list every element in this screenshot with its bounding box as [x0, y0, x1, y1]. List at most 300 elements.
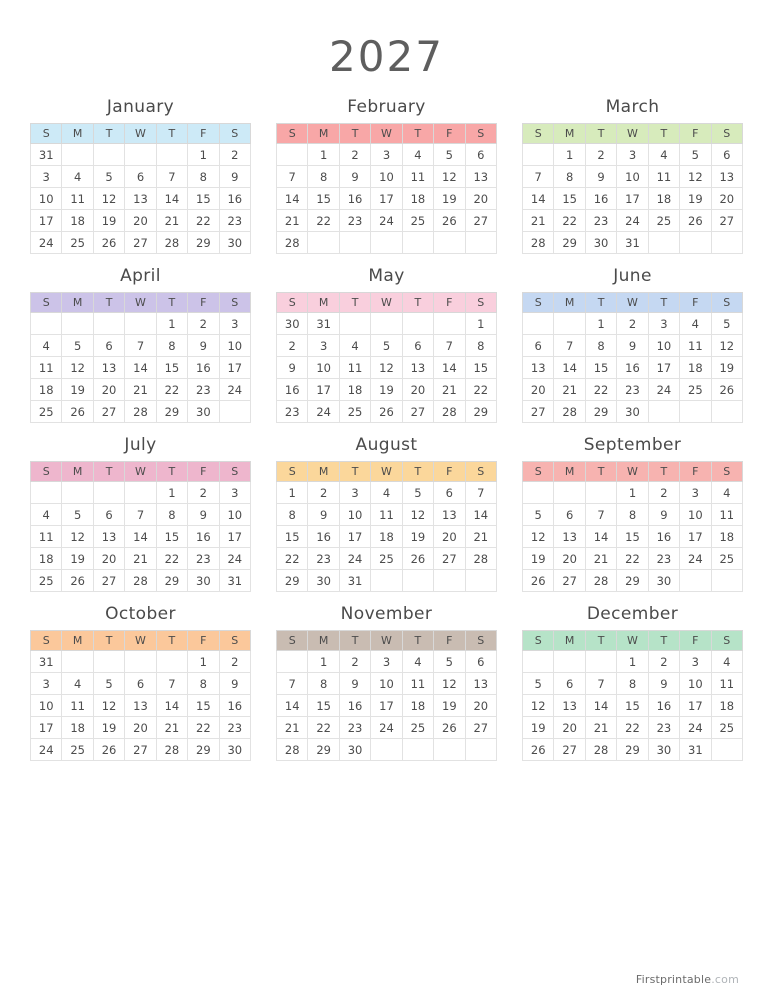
- weekday-header-cell: T: [339, 124, 370, 144]
- day-cell: 12: [523, 695, 554, 717]
- day-cell: 10: [219, 504, 250, 526]
- day-cell: 30: [648, 739, 679, 761]
- day-cell: 14: [554, 357, 585, 379]
- day-cell: 15: [156, 357, 187, 379]
- weekday-header-cell: T: [93, 462, 124, 482]
- day-cell: 10: [339, 504, 370, 526]
- day-cell: 3: [219, 313, 250, 335]
- day-cell: 9: [585, 166, 616, 188]
- day-cell: 14: [465, 504, 496, 526]
- day-cell: 8: [617, 673, 648, 695]
- day-cell: 24: [680, 548, 711, 570]
- day-cell: 14: [156, 188, 187, 210]
- week-row: [523, 570, 743, 592]
- day-cell: 24: [371, 210, 402, 232]
- weekday-header-cell: M: [308, 462, 339, 482]
- weekday-header-cell: W: [371, 293, 402, 313]
- day-cell: 27: [465, 717, 496, 739]
- day-cell: 26: [523, 739, 554, 761]
- weekday-header-cell: T: [339, 631, 370, 651]
- day-cell: 22: [617, 548, 648, 570]
- day-cell: 26: [371, 401, 402, 423]
- day-cell: 6: [434, 482, 465, 504]
- day-cell: 1: [554, 144, 585, 166]
- weekday-header-cell: T: [585, 462, 616, 482]
- day-cell: 15: [308, 695, 339, 717]
- empty-day-cell: [62, 651, 93, 673]
- day-cell: 7: [554, 335, 585, 357]
- day-cell: 15: [465, 357, 496, 379]
- day-cell: 26: [711, 379, 742, 401]
- weekday-header-cell: F: [434, 631, 465, 651]
- empty-day-cell: [465, 570, 496, 592]
- weekday-header-cell: M: [554, 124, 585, 144]
- weekday-header-row: [31, 462, 251, 482]
- empty-day-cell: [585, 651, 616, 673]
- weekday-header-row: [277, 293, 497, 313]
- day-cell: 13: [465, 166, 496, 188]
- months-grid: [30, 97, 743, 761]
- day-cell: 22: [156, 379, 187, 401]
- weekday-header-cell: S: [465, 124, 496, 144]
- day-cell: 4: [680, 313, 711, 335]
- week-row: [277, 313, 497, 335]
- day-cell: 17: [648, 357, 679, 379]
- day-cell: 27: [93, 570, 124, 592]
- day-cell: 25: [711, 717, 742, 739]
- day-cell: 30: [308, 570, 339, 592]
- day-cell: 22: [617, 717, 648, 739]
- week-row: [523, 379, 743, 401]
- weekday-header-cell: S: [31, 631, 62, 651]
- month-table: [276, 461, 497, 592]
- week-row: [31, 570, 251, 592]
- week-row: [523, 651, 743, 673]
- day-cell: 31: [339, 570, 370, 592]
- day-cell: 6: [711, 144, 742, 166]
- day-cell: 1: [156, 482, 187, 504]
- day-cell: 8: [554, 166, 585, 188]
- day-cell: 8: [308, 673, 339, 695]
- day-cell: 10: [31, 188, 62, 210]
- day-cell: 30: [617, 401, 648, 423]
- day-cell: 1: [465, 313, 496, 335]
- empty-day-cell: [371, 232, 402, 254]
- weekday-header-cell: S: [219, 124, 250, 144]
- day-cell: 18: [62, 717, 93, 739]
- day-cell: 17: [339, 526, 370, 548]
- empty-day-cell: [125, 313, 156, 335]
- day-cell: 13: [554, 695, 585, 717]
- empty-day-cell: [680, 232, 711, 254]
- day-cell: 6: [465, 144, 496, 166]
- day-cell: 5: [62, 335, 93, 357]
- empty-day-cell: [371, 313, 402, 335]
- week-row: [277, 548, 497, 570]
- week-row: [523, 673, 743, 695]
- month-name: November: [340, 604, 433, 624]
- day-cell: 12: [93, 188, 124, 210]
- day-cell: 28: [523, 232, 554, 254]
- weekday-header-cell: T: [339, 462, 370, 482]
- day-cell: 17: [308, 379, 339, 401]
- day-cell: 27: [554, 570, 585, 592]
- week-row: [523, 504, 743, 526]
- day-cell: 23: [277, 401, 308, 423]
- day-cell: 13: [93, 357, 124, 379]
- day-cell: 13: [125, 695, 156, 717]
- day-cell: 25: [680, 379, 711, 401]
- weekday-header-row: [523, 293, 743, 313]
- day-cell: 28: [465, 548, 496, 570]
- day-cell: 5: [680, 144, 711, 166]
- day-cell: 14: [277, 188, 308, 210]
- day-cell: 9: [277, 357, 308, 379]
- day-cell: 8: [188, 166, 219, 188]
- month-block: [30, 266, 251, 423]
- day-cell: 31: [219, 570, 250, 592]
- day-cell: 19: [62, 379, 93, 401]
- day-cell: 23: [219, 210, 250, 232]
- weekday-header-cell: W: [125, 124, 156, 144]
- day-cell: 7: [277, 166, 308, 188]
- day-cell: 28: [156, 739, 187, 761]
- week-row: [31, 401, 251, 423]
- week-row: [31, 504, 251, 526]
- day-cell: 14: [523, 188, 554, 210]
- weekday-header-cell: T: [585, 631, 616, 651]
- day-cell: 6: [93, 335, 124, 357]
- day-cell: 8: [156, 335, 187, 357]
- day-cell: 13: [93, 526, 124, 548]
- empty-day-cell: [62, 482, 93, 504]
- week-row: [277, 357, 497, 379]
- day-cell: 14: [585, 526, 616, 548]
- day-cell: 22: [308, 210, 339, 232]
- day-cell: 5: [93, 166, 124, 188]
- weekday-header-row: [31, 631, 251, 651]
- month-table: [276, 630, 497, 761]
- day-cell: 19: [93, 210, 124, 232]
- day-cell: 3: [219, 482, 250, 504]
- day-cell: 30: [339, 739, 370, 761]
- week-row: [277, 739, 497, 761]
- week-row: [277, 379, 497, 401]
- weekday-header-cell: T: [648, 462, 679, 482]
- day-cell: 3: [31, 673, 62, 695]
- day-cell: 29: [188, 232, 219, 254]
- weekday-header-cell: S: [277, 462, 308, 482]
- day-cell: 22: [188, 210, 219, 232]
- month-table: [522, 292, 743, 423]
- day-cell: 25: [648, 210, 679, 232]
- day-cell: 20: [93, 548, 124, 570]
- weekday-header-cell: M: [554, 293, 585, 313]
- weekday-header-cell: F: [188, 631, 219, 651]
- day-cell: 16: [188, 357, 219, 379]
- weekday-header-cell: T: [402, 124, 433, 144]
- day-cell: 22: [308, 717, 339, 739]
- day-cell: 7: [277, 673, 308, 695]
- day-cell: 20: [554, 717, 585, 739]
- day-cell: 17: [219, 526, 250, 548]
- day-cell: 3: [617, 144, 648, 166]
- week-row: [31, 673, 251, 695]
- day-cell: 30: [277, 313, 308, 335]
- weekday-header-cell: S: [277, 124, 308, 144]
- week-row: [31, 144, 251, 166]
- day-cell: 3: [308, 335, 339, 357]
- day-cell: 16: [188, 526, 219, 548]
- month-name: April: [120, 266, 161, 286]
- day-cell: 6: [554, 673, 585, 695]
- day-cell: 3: [680, 651, 711, 673]
- day-cell: 10: [219, 335, 250, 357]
- day-cell: 25: [31, 570, 62, 592]
- month-name: February: [347, 97, 426, 117]
- week-row: [523, 401, 743, 423]
- day-cell: 7: [125, 335, 156, 357]
- day-cell: 12: [434, 673, 465, 695]
- day-cell: 30: [188, 401, 219, 423]
- weekday-header-row: [523, 462, 743, 482]
- weekday-header-cell: T: [156, 293, 187, 313]
- day-cell: 12: [711, 335, 742, 357]
- week-row: [31, 526, 251, 548]
- day-cell: 3: [339, 482, 370, 504]
- day-cell: 6: [93, 504, 124, 526]
- day-cell: 23: [188, 379, 219, 401]
- week-row: [31, 548, 251, 570]
- day-cell: 10: [680, 504, 711, 526]
- month-block: [30, 435, 251, 592]
- day-cell: 7: [585, 673, 616, 695]
- empty-day-cell: [648, 401, 679, 423]
- weekday-header-cell: F: [680, 462, 711, 482]
- weekday-header-cell: T: [648, 631, 679, 651]
- week-row: [31, 739, 251, 761]
- day-cell: 5: [402, 482, 433, 504]
- day-cell: 5: [711, 313, 742, 335]
- empty-day-cell: [434, 739, 465, 761]
- week-row: [31, 379, 251, 401]
- day-cell: 6: [402, 335, 433, 357]
- day-cell: 3: [648, 313, 679, 335]
- day-cell: 29: [188, 739, 219, 761]
- weekday-header-cell: W: [371, 631, 402, 651]
- day-cell: 17: [371, 695, 402, 717]
- empty-day-cell: [711, 232, 742, 254]
- empty-day-cell: [711, 739, 742, 761]
- day-cell: 23: [308, 548, 339, 570]
- day-cell: 1: [156, 313, 187, 335]
- day-cell: 25: [62, 739, 93, 761]
- weekday-header-cell: F: [680, 631, 711, 651]
- day-cell: 29: [554, 232, 585, 254]
- day-cell: 26: [680, 210, 711, 232]
- day-cell: 31: [31, 144, 62, 166]
- day-cell: 1: [188, 144, 219, 166]
- weekday-header-cell: S: [711, 293, 742, 313]
- weekday-header-cell: M: [62, 293, 93, 313]
- month-table: [522, 461, 743, 592]
- day-cell: 1: [188, 651, 219, 673]
- month-block: [522, 604, 743, 761]
- day-cell: 30: [648, 570, 679, 592]
- day-cell: 27: [554, 739, 585, 761]
- month-name: July: [124, 435, 157, 455]
- day-cell: 20: [554, 548, 585, 570]
- day-cell: 28: [585, 739, 616, 761]
- weekday-header-cell: S: [31, 462, 62, 482]
- day-cell: 2: [339, 144, 370, 166]
- day-cell: 21: [554, 379, 585, 401]
- month-table: [522, 123, 743, 254]
- day-cell: 17: [219, 357, 250, 379]
- day-cell: 6: [125, 673, 156, 695]
- weekday-header-cell: M: [308, 293, 339, 313]
- day-cell: 26: [434, 210, 465, 232]
- day-cell: 9: [648, 673, 679, 695]
- weekday-header-cell: S: [219, 631, 250, 651]
- day-cell: 20: [465, 695, 496, 717]
- day-cell: 18: [648, 188, 679, 210]
- day-cell: 29: [277, 570, 308, 592]
- week-row: [523, 144, 743, 166]
- empty-day-cell: [523, 482, 554, 504]
- day-cell: 16: [277, 379, 308, 401]
- day-cell: 24: [371, 717, 402, 739]
- weekday-header-cell: T: [402, 293, 433, 313]
- week-row: [523, 166, 743, 188]
- month-name: August: [355, 435, 418, 455]
- empty-day-cell: [156, 651, 187, 673]
- weekday-header-cell: T: [648, 124, 679, 144]
- weekday-header-cell: T: [648, 293, 679, 313]
- weekday-header-cell: T: [93, 293, 124, 313]
- day-cell: 7: [156, 673, 187, 695]
- footer-watermark: [636, 973, 739, 986]
- month-name: December: [586, 604, 679, 624]
- day-cell: 2: [648, 482, 679, 504]
- day-cell: 25: [339, 401, 370, 423]
- empty-day-cell: [31, 313, 62, 335]
- week-row: [523, 482, 743, 504]
- empty-day-cell: [93, 482, 124, 504]
- weekday-header-cell: T: [156, 631, 187, 651]
- day-cell: 9: [219, 166, 250, 188]
- day-cell: 26: [523, 570, 554, 592]
- day-cell: 23: [339, 210, 370, 232]
- day-cell: 20: [402, 379, 433, 401]
- day-cell: 27: [125, 232, 156, 254]
- day-cell: 21: [585, 717, 616, 739]
- day-cell: 18: [371, 526, 402, 548]
- day-cell: 13: [711, 166, 742, 188]
- day-cell: 11: [371, 504, 402, 526]
- day-cell: 11: [402, 673, 433, 695]
- day-cell: 22: [554, 210, 585, 232]
- day-cell: 15: [188, 695, 219, 717]
- day-cell: 24: [339, 548, 370, 570]
- day-cell: 25: [62, 232, 93, 254]
- empty-day-cell: [402, 739, 433, 761]
- day-cell: 9: [648, 504, 679, 526]
- empty-day-cell: [465, 232, 496, 254]
- day-cell: 31: [680, 739, 711, 761]
- day-cell: 21: [585, 548, 616, 570]
- day-cell: 9: [188, 335, 219, 357]
- week-row: [523, 232, 743, 254]
- weekday-header-cell: W: [617, 293, 648, 313]
- day-cell: 14: [125, 526, 156, 548]
- day-cell: 19: [523, 548, 554, 570]
- weekday-header-cell: S: [277, 631, 308, 651]
- week-row: [31, 482, 251, 504]
- day-cell: 2: [188, 313, 219, 335]
- day-cell: 14: [434, 357, 465, 379]
- day-cell: 29: [585, 401, 616, 423]
- day-cell: 5: [434, 651, 465, 673]
- day-cell: 12: [62, 357, 93, 379]
- week-row: [277, 144, 497, 166]
- week-row: [31, 188, 251, 210]
- day-cell: 15: [617, 695, 648, 717]
- weekday-header-cell: F: [188, 293, 219, 313]
- day-cell: 5: [523, 673, 554, 695]
- day-cell: 18: [62, 210, 93, 232]
- month-table: [276, 292, 497, 423]
- week-row: [523, 188, 743, 210]
- day-cell: 13: [554, 526, 585, 548]
- day-cell: 11: [62, 695, 93, 717]
- day-cell: 4: [711, 651, 742, 673]
- day-cell: 15: [585, 357, 616, 379]
- weekday-header-cell: T: [156, 462, 187, 482]
- empty-day-cell: [125, 482, 156, 504]
- day-cell: 8: [585, 335, 616, 357]
- day-cell: 18: [711, 695, 742, 717]
- day-cell: 24: [648, 379, 679, 401]
- day-cell: 21: [277, 210, 308, 232]
- month-block: [276, 266, 497, 423]
- day-cell: 16: [648, 695, 679, 717]
- day-cell: 23: [219, 717, 250, 739]
- weekday-header-cell: S: [523, 631, 554, 651]
- day-cell: 16: [648, 526, 679, 548]
- day-cell: 9: [188, 504, 219, 526]
- day-cell: 11: [711, 673, 742, 695]
- day-cell: 1: [617, 651, 648, 673]
- weekday-header-row: [523, 124, 743, 144]
- day-cell: 18: [402, 695, 433, 717]
- day-cell: 29: [308, 739, 339, 761]
- month-name: January: [106, 97, 175, 117]
- day-cell: 12: [434, 166, 465, 188]
- day-cell: 7: [585, 504, 616, 526]
- day-cell: 25: [402, 210, 433, 232]
- day-cell: 1: [308, 144, 339, 166]
- day-cell: 11: [339, 357, 370, 379]
- empty-day-cell: [125, 651, 156, 673]
- day-cell: 29: [156, 401, 187, 423]
- day-cell: 15: [277, 526, 308, 548]
- day-cell: 27: [523, 401, 554, 423]
- day-cell: 2: [219, 144, 250, 166]
- month-block: [276, 97, 497, 254]
- day-cell: 16: [585, 188, 616, 210]
- day-cell: 29: [617, 739, 648, 761]
